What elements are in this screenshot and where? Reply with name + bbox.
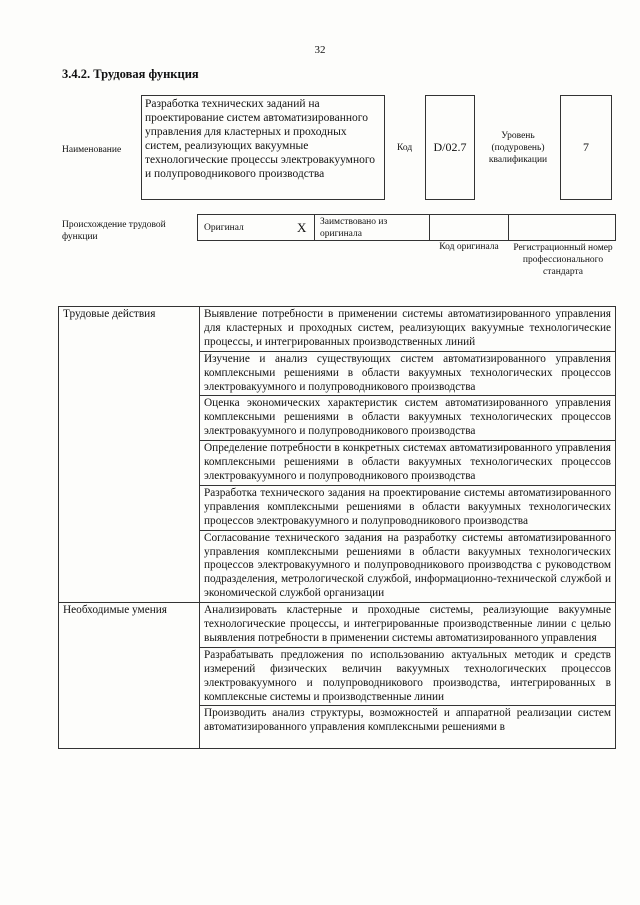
section-heading: 3.4.2. Трудовая функция	[62, 67, 199, 81]
borrowed-label: Заимствовано из оригинала	[320, 217, 388, 239]
level-label: Уровень (подуровень) квалификации	[488, 131, 548, 165]
original-mark: X	[297, 220, 307, 235]
reg-number-caption: Регистрационный номер профессионального стандарта	[513, 243, 613, 277]
function-name: Разработка технических заданий на проектирование систем автоматизированного управления для кластерных и проходных систем, реализующих вакуумные технологические процессы электровакуумного и полупроводникового производства	[145, 98, 376, 180]
function-table	[58, 306, 616, 749]
labor-action: Оценка экономических характеристик систем автоматизированного управления комплексными решениями в области вакуумных технологических процессов электровакуумного и полупроводникового производства	[200, 396, 616, 441]
labor-action: Изучение и анализ существующих систем автоматизированного управления комплексными решениями в области вакуумных технологических процессов электровакуумного и полупроводникового производства	[200, 351, 616, 396]
section-label: Трудовые действия	[59, 307, 200, 603]
labor-action: Выявление потребности в применении системы автоматизированного управления для кластерных и проходных систем, реализующих вакуумные технологические процессы, и интегрированных производственных линий	[200, 307, 616, 352]
page-number: 32	[314, 44, 326, 56]
original-box	[197, 214, 315, 241]
borrowed-box	[314, 214, 430, 241]
function-name-box	[141, 95, 385, 200]
original-label: Оригинал	[204, 223, 244, 233]
original-code-caption: Код оригинала	[439, 242, 499, 252]
labor-action: Определение потребности в конкретных системах автоматизированного управления комплексными решениями в области вакуумных технологических процессов электровакуумного и полупроводникового производства	[200, 441, 616, 486]
name-label: Наименование	[62, 145, 122, 155]
required-skill-text: Производить анализ структуры, возможностей и аппаратной реализации систем автоматизированного управления комплексными решениями в	[204, 707, 611, 734]
table-row	[59, 603, 616, 648]
original-code-box	[429, 214, 509, 241]
level-value: 7	[583, 140, 589, 154]
labor-action: Согласование технического задания на разработку системы автоматизированного управления комплексными решениями в области вакуумных технологических процессов электровакуумного и полупроводникового производства с руководством подразделения, метрологической службой, информационно-технической службой и экономической службой организации	[200, 530, 616, 603]
required-skill: Анализировать кластерные и проходные системы, реализующие вакуумные технологические процессы, и интегрированные производственные линии с целью выявления потребности в применении системы автоматизированного управления	[200, 603, 616, 648]
level-value-box	[560, 95, 612, 200]
reg-number-box	[508, 214, 616, 241]
origin-label: Происхождение трудовой функции	[62, 220, 166, 242]
table-row	[59, 307, 616, 352]
required-skill: Разрабатывать предложения по использованию актуальных методик и средств измерений физических величин вакуумных технологических процессов электровакуумного и полупроводникового производства, интегрированных в комплексные системы и производственные линии	[200, 647, 616, 706]
code-label: Код	[397, 143, 413, 153]
code-value: D/02.7	[433, 140, 467, 154]
section-label: Необходимые умения	[59, 603, 200, 749]
labor-action: Разработка технического задания на проектирование системы автоматизированного управления комплексными решениями в области вакуумных технологических процессов электровакуумного и полупроводникового производства	[200, 485, 616, 530]
code-value-box	[425, 95, 475, 200]
required-skill	[200, 706, 616, 749]
